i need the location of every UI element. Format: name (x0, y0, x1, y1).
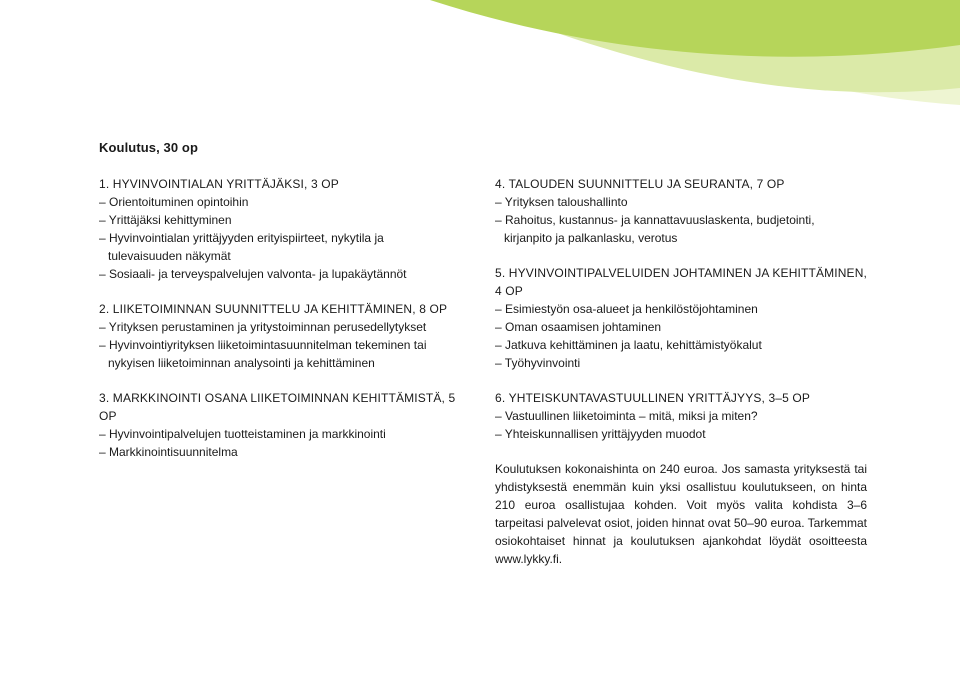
section-6 (495, 389, 870, 443)
section-title: 2. LIIKETOIMINNAN SUUNNITTELU JA KEHITTÄMINEN, 8 OP (99, 302, 448, 316)
section-4 (495, 175, 870, 247)
list-item: – Sosiaali- ja terveyspalvelujen valvonta- ja lupakäytännöt (99, 267, 407, 281)
section-3 (99, 389, 469, 461)
list-item: – Orientoituminen opintoihin (99, 195, 249, 209)
section-title: 1. HYVINVOINTIALAN YRITTÄJÄKSI, 3 OP (99, 177, 339, 191)
section-title: 4. TALOUDEN SUUNNITTELU JA SEURANTA, 7 OP (495, 177, 785, 191)
list-item: – Oman osaamisen johtaminen (495, 320, 662, 334)
section-5 (495, 264, 870, 372)
right-column (495, 175, 870, 568)
list-item: – Hyvinvointiyrityksen liiketoimintasuunnitelman tekeminen tai nykyisen liiketoiminnan analysointi ja kehittäminen (99, 338, 427, 370)
list-item: – Yrityksen taloushallinto (495, 195, 628, 209)
price-paragraph: Koulutuksen kokonaishinta on 240 euroa. Jos samasta yrityksestä tai yhdistyksestä enemmän kuin yksi osallistuu koulutukseen, on hinta 210 euroa osallistujaa kohden. Voit myös valita kohdista 3–6 tarpeitasi palvelevat osiot, joiden hinnat ovat 50–90 euroa. Tarkemmat osiokohtaiset hinnat ja koulutuksen ajankohdat löydät osoitteesta www.lykky.fi. (495, 462, 868, 566)
list-item: – Työhyvinvointi (495, 356, 581, 370)
section-title: 6. YHTEISKUNTAVASTUULLINEN YRITTÄJYYS, 3–5 OP (495, 391, 811, 405)
section-1 (99, 175, 469, 283)
page-title: Koulutus, 30 op (99, 140, 198, 155)
list-item: – Yhteiskunnallisen yrittäjyyden muodot (495, 427, 706, 441)
list-item: – Jatkuva kehittäminen ja laatu, kehittämistyökalut (495, 338, 762, 352)
list-item: – Esimiestyön osa-alueet ja henkilöstöjohtaminen (495, 302, 758, 316)
list-item: – Hyvinvointipalvelujen tuotteistaminen ja markkinointi (99, 427, 386, 441)
left-column (99, 175, 469, 478)
list-item: – Rahoitus, kustannus- ja kannattavuuslaskenta, budjetointi, kirjanpito ja palkanlasku, verotus (495, 213, 815, 245)
list-item: – Yrittäjäksi kehittyminen (99, 213, 232, 227)
list-item: – Hyvinvointialan yrittäjyyden erityispiirteet, nykytila ja tulevaisuuden näkymät (99, 231, 384, 263)
section-title: 5. HYVINVOINTIPALVELUIDEN JOHTAMINEN JA KEHITTÄMINEN, 4 OP (495, 266, 868, 298)
section-2 (99, 300, 469, 372)
section-title: 3. MARKKINOINTI OSANA LIIKETOIMINNAN KEHITTÄMISTÄ, 5 OP (99, 391, 456, 423)
list-item: – Yrityksen perustaminen ja yritystoiminnan perusedellytykset (99, 320, 427, 334)
list-item: – Markkinointisuunnitelma (99, 445, 238, 459)
list-item: – Vastuullinen liiketoiminta – mitä, miksi ja miten? (495, 409, 758, 423)
green-wave-decoration (0, 0, 960, 130)
